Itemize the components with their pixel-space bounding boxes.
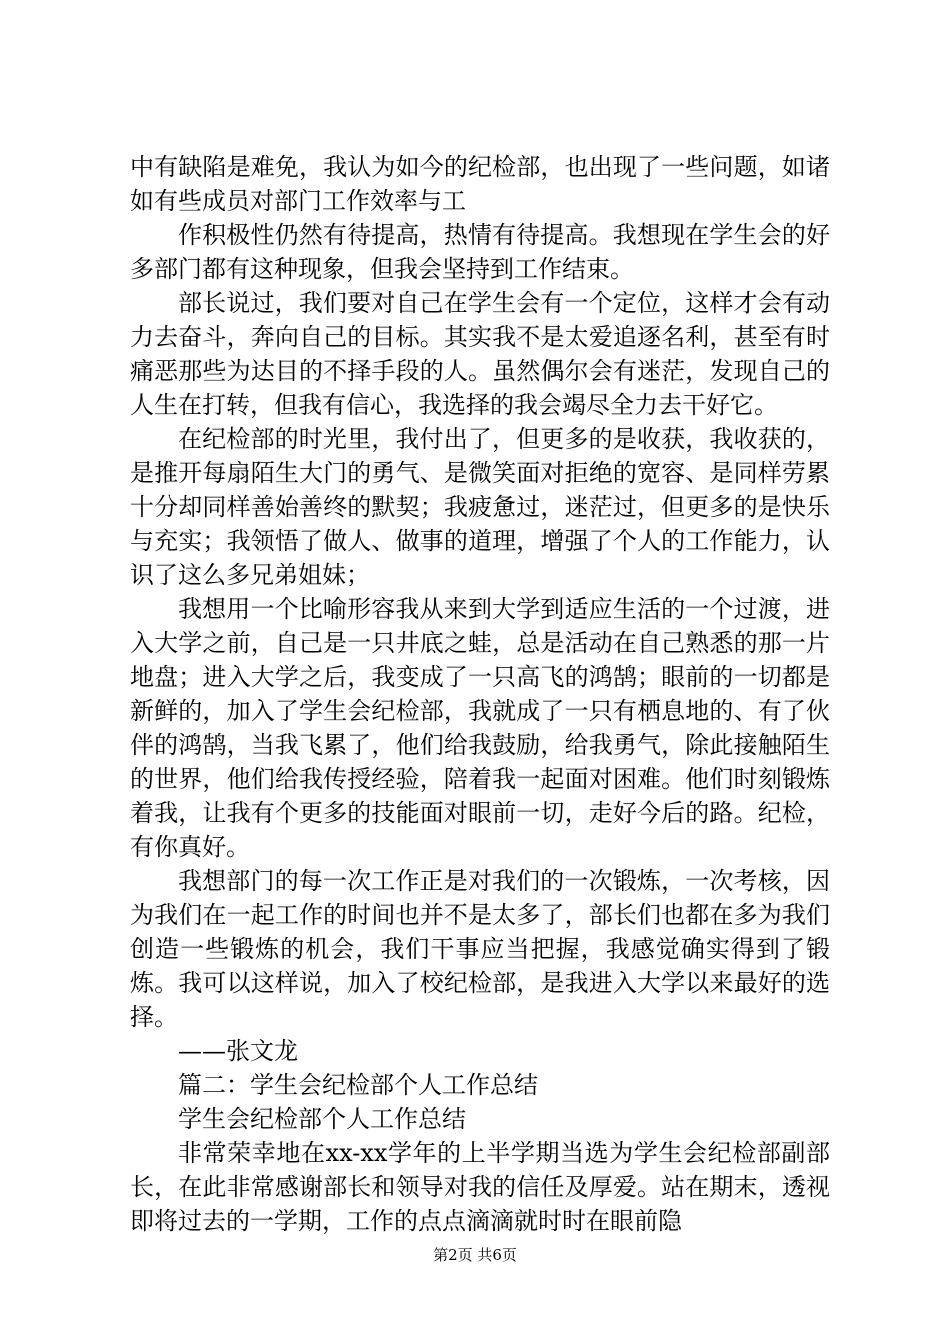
page-number: 第2页 共6页 bbox=[433, 1246, 517, 1264]
signature-line: ——张文龙 bbox=[178, 1037, 298, 1065]
paragraph: 部长说过，我们要对自己在学生会有一个定位，这样才会有动力去奋斗，奔向自己的目标。其实我不是太爱追逐名利，甚至有时痛恶那些为达目的不择手段的人。虽然偶尔会有迷茫，发现自己的人生在打转，但我有信心，我选择的我会竭尽全力去干好它。 bbox=[130, 289, 830, 419]
paragraph: 我想用一个比喻形容我从来到大学到适应生活的一个过渡，进入大学之前，自己是一只井底之蛙，总是活动在自己熟悉的那一片地盘；进入大学之后，我变成了一只高飞的鸿鹄；眼前的一切都是新鲜的，加入了学生会纪检部，我就成了一只有栖息地的、有了伙伴的鸿鹄，当我飞累了，他们给我鼓励，给我勇气，除此接触陌生的世界，他们给我传授经验，陪着我一起面对困难。他们时刻锻炼着我，让我有个更多的技能面对眼前一切，走好今后的路。纪检，有你真好。 bbox=[130, 595, 830, 861]
paragraph: 中有缺陷是难免，我认为如今的纪检部，也出现了一些问题，如诸如有些成员对部门工作效率与工 bbox=[130, 153, 830, 215]
paragraph: 作积极性仍然有待提高，热情有待提高。我想现在学生会的好多部门都有这种现象，但我会坚持到工作结束。 bbox=[130, 221, 830, 283]
section-heading: 篇二：学生会纪检部个人工作总结 bbox=[178, 1071, 538, 1099]
paragraph: 我想部门的每一次工作正是对我们的一次锻炼，一次考核，因为我们在一起工作的时间也并不是太多了，部长们也都在多为我们创造一些锻炼的机会，我们干事应当把握，我感觉确实得到了锻炼。我可以这样说，加入了校纪检部，是我进入大学以来最好的选择。 bbox=[130, 867, 830, 1031]
document-body bbox=[130, 150, 830, 1238]
paragraph: 在纪检部的时光里，我付出了，但更多的是收获，我收获的，是推开每扇陌生大门的勇气、是微笑面对拒绝的宽容、是同样劳累十分却同样善始善终的默契；我疲惫过，迷茫过，但更多的是快乐与充实；我领悟了做人、做事的道理，增强了个人的工作能力，认识了这么多兄弟姐妹； bbox=[130, 425, 830, 589]
paragraph: 非常荣幸地在xx-xx学年的上半学期当选为学生会纪检部副部长，在此非常感谢部长和领导对我的信任及厚爱。站在期末，透视即将过去的一学期，工作的点点滴滴就时时在眼前隐 bbox=[130, 1139, 830, 1235]
section-title: 学生会纪检部个人工作总结 bbox=[178, 1105, 466, 1133]
